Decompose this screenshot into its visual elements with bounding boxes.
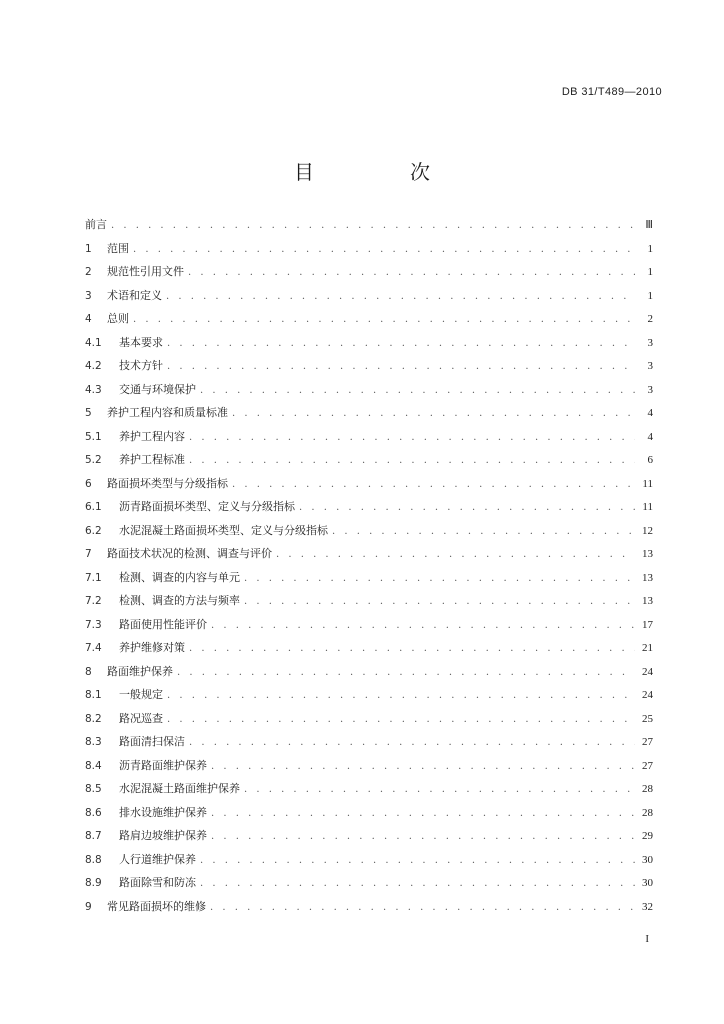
- toc-entry-label: 常见路面损坏的维修: [107, 899, 206, 913]
- toc-entry-label: 排水设施维护保养: [119, 805, 207, 819]
- page-number: I: [645, 933, 649, 945]
- toc-leader-dots: [167, 355, 635, 379]
- toc-entry-page: 21: [642, 642, 653, 654]
- toc-entry-2[interactable]: [85, 260, 653, 284]
- toc-leader-dots: [111, 214, 635, 238]
- toc-entry-label: 规范性引用文件: [107, 265, 184, 278]
- toc-entry-page: 13: [642, 548, 653, 560]
- toc-entry-number: 5.2: [85, 454, 102, 466]
- toc-entry-page: 11: [642, 501, 653, 513]
- toc-entry-foreword[interactable]: [85, 213, 653, 237]
- toc-entry-5-1[interactable]: [85, 425, 653, 449]
- toc-entry-number: 7.2: [85, 595, 102, 607]
- toc-entry-label: 路面清扫保洁: [119, 735, 185, 748]
- toc-entry-page: 17: [642, 618, 653, 631]
- toc-entry-page: 12: [642, 524, 653, 537]
- toc-entry-label: 交通与环境保护: [119, 382, 196, 396]
- toc-entry-number: 5.1: [85, 430, 102, 443]
- toc-entry-page: 1: [647, 289, 653, 302]
- toc-entry-page: 3: [647, 383, 653, 396]
- toc-leader-dots: [276, 543, 635, 567]
- toc-entry-3[interactable]: [85, 284, 653, 308]
- toc-leader-dots: [200, 849, 635, 873]
- toc-entry-number: 9: [85, 900, 92, 913]
- toc-entry-label: 范围: [107, 241, 129, 255]
- toc-entry-number: 4: [85, 313, 92, 325]
- toc-entry-7-2[interactable]: [85, 589, 653, 613]
- toc-entry-8-9[interactable]: [85, 871, 653, 895]
- toc-leader-dots: [244, 590, 635, 614]
- toc-entry-6[interactable]: [85, 472, 653, 496]
- standard-code: DB 31/T489—2010: [561, 86, 662, 98]
- toc-entry-number: 4.3: [85, 383, 102, 396]
- toc-leader-dots: [177, 661, 635, 685]
- toc-entry-7[interactable]: [85, 542, 653, 566]
- toc-leader-dots: [189, 449, 635, 473]
- toc-entry-page: 4: [647, 407, 653, 419]
- toc-entry-8-7[interactable]: [85, 824, 653, 848]
- toc-entry-number: 7.4: [85, 642, 102, 654]
- toc-entry-page: 1: [647, 242, 653, 255]
- toc-entry-label: 路面技术状况的检测、调查与评价: [107, 547, 272, 560]
- toc-entry-number: 6.1: [85, 501, 102, 513]
- toc-entry-8-8[interactable]: [85, 848, 653, 872]
- toc-entry-page: 27: [642, 759, 653, 772]
- toc-entry-label: 技术方针: [119, 359, 163, 372]
- toc-entry-page: 24: [642, 689, 653, 701]
- toc-entry-label: 沥青路面维护保养: [119, 758, 207, 772]
- toc-entry-4-1[interactable]: [85, 331, 653, 355]
- toc-entry-6-2[interactable]: [85, 519, 653, 543]
- toc-entry-label: 养护工程内容: [119, 429, 185, 443]
- toc-entry-6-1[interactable]: [85, 495, 653, 519]
- toc-entry-number: 7.3: [85, 618, 102, 631]
- toc-leader-dots: [244, 567, 635, 591]
- toc-entry-number: 8.3: [85, 736, 102, 748]
- toc-entry-7-4[interactable]: [85, 636, 653, 660]
- toc-entry-label: 前言: [85, 218, 107, 231]
- toc-entry-page: 24: [642, 665, 653, 678]
- toc-entry-number: 4.2: [85, 360, 102, 372]
- toc-entry-label: 基本要求: [119, 335, 163, 349]
- toc-entry-4[interactable]: [85, 307, 653, 331]
- toc-entry-5[interactable]: [85, 401, 653, 425]
- toc-entry-page: 30: [642, 877, 653, 889]
- toc-leader-dots: [188, 261, 635, 285]
- toc-entry-number: 8.5: [85, 783, 102, 795]
- toc-entry-label: 路肩边坡维护保养: [119, 829, 207, 842]
- toc-entry-label: 路面维护保养: [107, 664, 173, 678]
- toc-entry-label: 路面损坏类型与分级指标: [107, 476, 228, 490]
- toc-entry-page: 25: [642, 712, 653, 725]
- toc-entry-number: 5: [85, 407, 92, 419]
- toc-entry-8-2[interactable]: [85, 707, 653, 731]
- toc-leader-dots: [332, 520, 635, 544]
- toc-entry-number: 8.7: [85, 830, 102, 842]
- toc-entry-page: 1: [647, 266, 653, 278]
- toc-leader-dots: [133, 238, 635, 262]
- toc-entry-page: 4: [647, 430, 653, 443]
- toc-entry-8-5[interactable]: [85, 777, 653, 801]
- toc-leader-dots: [167, 684, 635, 708]
- toc-entry-label: 检测、调查的方法与频率: [119, 594, 240, 607]
- toc-entry-page: 2: [647, 313, 653, 325]
- toc-entry-9[interactable]: [85, 895, 653, 919]
- toc-entry-number: 8.6: [85, 806, 102, 819]
- toc-leader-dots: [167, 332, 635, 356]
- toc-entry-number: 8.8: [85, 853, 102, 866]
- toc-leader-dots: [189, 637, 635, 661]
- toc-entry-page: 6: [647, 454, 653, 466]
- toc-entry-label: 术语和定义: [107, 288, 162, 302]
- toc-entry-page: Ⅲ: [645, 219, 653, 231]
- toc-entry-label: 养护工程内容和质量标准: [107, 406, 228, 419]
- table-of-contents: [85, 213, 653, 918]
- toc-entry-label: 路面除雪和防冻: [119, 876, 196, 889]
- toc-entry-page: 13: [642, 571, 653, 584]
- toc-leader-dots: [232, 402, 635, 426]
- toc-leader-dots: [189, 426, 635, 450]
- toc-leader-dots: [200, 872, 635, 896]
- toc-entry-number: 6.2: [85, 524, 102, 537]
- toc-leader-dots: [211, 614, 635, 638]
- toc-entry-4-2[interactable]: [85, 354, 653, 378]
- toc-entry-label: 水泥混凝土路面维护保养: [119, 782, 240, 795]
- toc-leader-dots: [166, 285, 635, 309]
- page-title: 目 次: [294, 160, 468, 184]
- toc-entry-number: 8.9: [85, 877, 102, 889]
- toc-entry-7-1[interactable]: [85, 566, 653, 590]
- toc-leader-dots: [211, 755, 635, 779]
- toc-leader-dots: [211, 802, 635, 826]
- toc-leader-dots: [244, 778, 635, 802]
- toc-leader-dots: [299, 496, 635, 520]
- toc-entry-page: 13: [642, 595, 653, 607]
- toc-entry-label: 路面使用性能评价: [119, 617, 207, 631]
- toc-leader-dots: [189, 731, 635, 755]
- toc-entry-page: 27: [642, 736, 653, 748]
- toc-entry-number: 1: [85, 242, 92, 255]
- toc-entry-8-3[interactable]: [85, 730, 653, 754]
- toc-entry-5-2[interactable]: [85, 448, 653, 472]
- toc-entry-number: 3: [85, 289, 92, 302]
- toc-entry-number: 8: [85, 665, 92, 678]
- toc-entry-page: 3: [647, 336, 653, 349]
- toc-leader-dots: [200, 379, 635, 403]
- toc-entry-number: 2: [85, 266, 92, 278]
- toc-entry-page: 29: [642, 830, 653, 842]
- toc-leader-dots: [232, 473, 635, 497]
- toc-entry-4-3[interactable]: [85, 378, 653, 402]
- toc-entry-1[interactable]: [85, 237, 653, 261]
- toc-entry-label: 检测、调查的内容与单元: [119, 570, 240, 584]
- toc-entry-8-4[interactable]: [85, 754, 653, 778]
- toc-leader-dots: [210, 896, 635, 920]
- toc-entry-number: 4.1: [85, 336, 102, 349]
- toc-entry-page: 30: [642, 853, 653, 866]
- toc-entry-7-3[interactable]: [85, 613, 653, 637]
- toc-entry-number: 8.2: [85, 712, 102, 725]
- toc-entry-page: 28: [642, 783, 653, 795]
- toc-entry-label: 总则: [107, 312, 129, 325]
- toc-entry-label: 水泥混凝土路面损坏类型、定义与分级指标: [119, 523, 328, 537]
- toc-entry-label: 一般规定: [119, 688, 163, 701]
- toc-entry-number: 7.1: [85, 571, 102, 584]
- toc-leader-dots: [133, 308, 635, 332]
- toc-entry-label: 养护工程标准: [119, 453, 185, 466]
- toc-leader-dots: [167, 708, 635, 732]
- toc-entry-number: 8.4: [85, 759, 102, 772]
- toc-entry-label: 人行道维护保养: [119, 852, 196, 866]
- toc-entry-number: 8.1: [85, 689, 102, 701]
- toc-entry-8-6[interactable]: [85, 801, 653, 825]
- toc-entry-8-1[interactable]: [85, 683, 653, 707]
- toc-entry-label: 路况巡查: [119, 711, 163, 725]
- toc-entry-number: 7: [85, 548, 92, 560]
- toc-entry-label: 沥青路面损坏类型、定义与分级指标: [119, 500, 295, 513]
- toc-entry-page: 32: [642, 900, 653, 913]
- toc-entry-page: 28: [642, 806, 653, 819]
- toc-entry-page: 11: [642, 477, 653, 490]
- toc-entry-page: 3: [647, 360, 653, 372]
- toc-entry-number: 6: [85, 477, 92, 490]
- toc-leader-dots: [211, 825, 635, 849]
- toc-entry-label: 养护维修对策: [119, 641, 185, 654]
- toc-entry-8[interactable]: [85, 660, 653, 684]
